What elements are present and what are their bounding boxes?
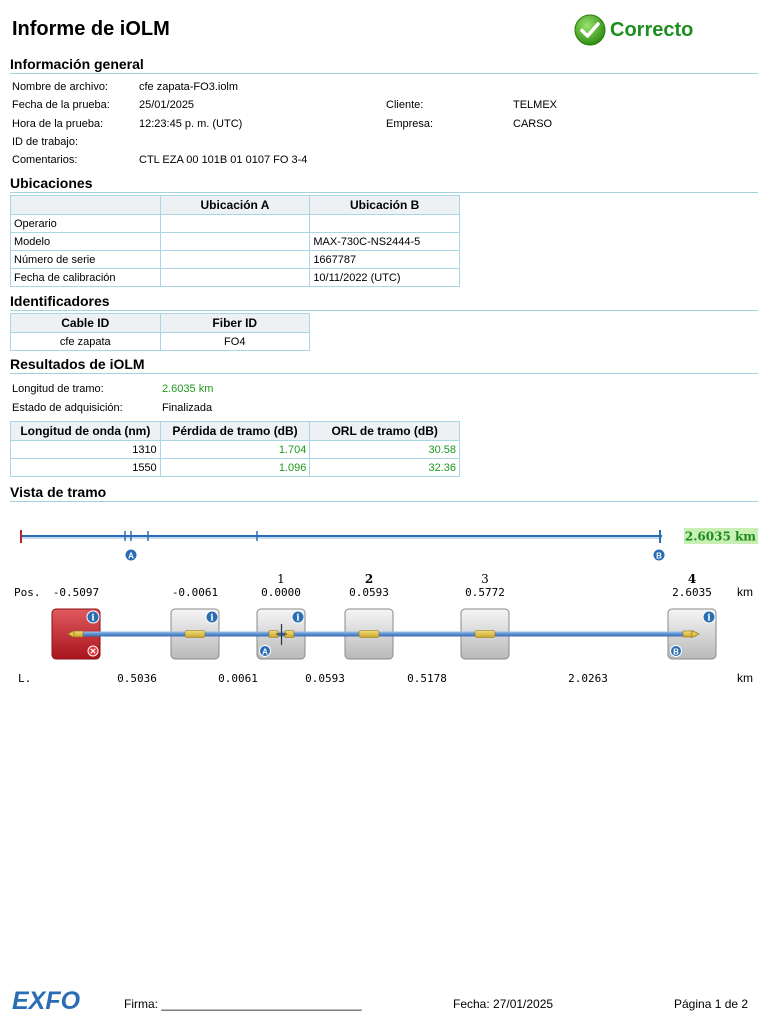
segment-length: 0.0593 — [305, 672, 345, 685]
file-label: Nombre de archivo: — [12, 81, 108, 93]
row-label: Fecha de calibración — [11, 269, 161, 287]
test-date-label: Fecha de la prueba: — [12, 99, 110, 111]
total-length-label: 2.6035 km — [684, 529, 756, 544]
event-position: 0.0000 — [261, 586, 301, 599]
svg-text:EXFO: EXFO — [12, 987, 81, 1013]
location-b-cell: MAX-730C-NS2444-5 — [310, 233, 460, 251]
section-general-heading: Información general — [10, 56, 758, 74]
svg-text:i: i — [210, 613, 214, 624]
locations-table — [10, 195, 460, 287]
svg-text:i: i — [91, 613, 95, 624]
event-number: 1 — [277, 572, 285, 586]
status-indicator — [574, 14, 693, 46]
table-row — [11, 441, 460, 459]
job-id-label: ID de trabajo: — [12, 136, 79, 148]
report-title: Informe de iOLM — [12, 18, 170, 40]
event-number: 4 — [687, 572, 697, 586]
event-position: 0.5772 — [465, 586, 505, 599]
row-label: Modelo — [11, 233, 161, 251]
table-row — [11, 215, 460, 233]
span-orl-cell: 32.36 — [310, 459, 460, 477]
span-orl-cell: 30.58 — [310, 441, 460, 459]
wavelength-cell: 1550 — [11, 459, 161, 477]
table-row — [11, 251, 460, 269]
svg-text:A: A — [262, 647, 268, 657]
comments-value: CTL EZA 00 101B 01 0107 FO 3-4 — [139, 154, 308, 166]
connector-icon — [475, 631, 495, 638]
connector-icon — [359, 631, 379, 638]
span-loss-header: Pérdida de tramo (dB) — [160, 422, 310, 441]
acquisition-status-value: Finalizada — [162, 402, 213, 414]
row-label: Número de serie — [11, 251, 161, 269]
status-label: Correcto — [610, 18, 694, 41]
location-a-header: Ubicación A — [160, 196, 310, 215]
acquisition-status-label: Estado de adquisición: — [12, 402, 123, 414]
connector-icon — [185, 631, 205, 638]
span-view-diagram — [0, 520, 768, 700]
svg-text:i: i — [707, 613, 711, 624]
company-label: Empresa: — [386, 118, 434, 130]
location-a-cell — [160, 251, 310, 269]
location-a-cell — [160, 215, 310, 233]
exfo-logo — [12, 987, 88, 1013]
marker-a-label: A — [128, 551, 134, 561]
results-table — [10, 421, 460, 477]
event-position: -0.5097 — [52, 586, 100, 599]
event-number: 2 — [364, 572, 374, 586]
test-time-label: Hora de la prueba: — [12, 118, 104, 130]
locations-corner-header — [11, 196, 161, 215]
location-a-cell — [160, 233, 310, 251]
page-number: Página 1 de 2 — [674, 997, 749, 1011]
table-row — [11, 269, 460, 287]
section-locations-heading: Ubicaciones — [10, 175, 758, 193]
location-b-cell — [310, 215, 460, 233]
cable-id-header: Cable ID — [11, 314, 161, 333]
table-row — [11, 333, 310, 351]
check-circle-icon — [574, 14, 606, 46]
pos-unit: km — [737, 585, 753, 599]
wavelength-cell: 1310 — [11, 441, 161, 459]
svg-text:B: B — [673, 647, 679, 657]
location-a-cell — [160, 269, 310, 287]
client-label: Cliente: — [386, 99, 424, 111]
segment-length: 0.0061 — [218, 672, 258, 685]
fiber-id-value: FO4 — [160, 333, 310, 351]
event-number: 3 — [481, 572, 489, 586]
location-b-cell: 10/11/2022 (UTC) — [310, 269, 460, 287]
file-value: cfe zapata-FO3.iolm — [139, 81, 239, 93]
span-overview-bar — [20, 530, 662, 543]
section-results-heading: Resultados de iOLM — [10, 356, 758, 374]
table-row — [11, 459, 460, 477]
segment-length: 0.5036 — [117, 672, 157, 685]
span-length-label: Longitud de tramo: — [12, 383, 104, 395]
span-loss-cell: 1.704 — [160, 441, 310, 459]
segment-length: 0.5178 — [407, 672, 447, 685]
identifiers-table — [10, 313, 310, 351]
length-row-label: L. — [18, 672, 32, 685]
length-unit: km — [737, 671, 753, 685]
span-orl-header: ORL de tramo (dB) — [310, 422, 460, 441]
test-time-value: 12:23:45 p. m. (UTC) — [139, 118, 243, 130]
cable-id-value: cfe zapata — [11, 333, 161, 351]
marker-b-label: B — [656, 551, 662, 561]
location-b-header: Ubicación B — [310, 196, 460, 215]
svg-text:i: i — [296, 613, 300, 624]
marker-a-icon — [125, 549, 137, 561]
client-value: TELMEX — [513, 99, 558, 111]
company-value: CARSO — [513, 118, 553, 130]
wavelength-header: Longitud de onda (nm) — [11, 422, 161, 441]
fiber-id-header: Fiber ID — [160, 314, 310, 333]
segment-length: 2.0263 — [568, 672, 608, 685]
footer-date: Fecha: 27/01/2025 — [453, 997, 554, 1011]
fiber-line — [72, 632, 697, 637]
section-span-view-heading: Vista de tramo — [10, 484, 758, 502]
event-position: 2.6035 — [672, 586, 712, 599]
marker-b-icon — [653, 549, 665, 561]
event-position: 0.0593 — [349, 586, 389, 599]
signature-field: Firma: ______________________________ — [124, 997, 362, 1011]
section-identifiers-heading: Identificadores — [10, 293, 758, 311]
pos-row-label: Pos. — [14, 586, 41, 599]
comments-label: Comentarios: — [12, 154, 78, 166]
location-b-cell: 1667787 — [310, 251, 460, 269]
test-date-value: 25/01/2025 — [139, 99, 195, 111]
row-label: Operario — [11, 215, 161, 233]
event-position: -0.0061 — [171, 586, 219, 599]
table-row — [11, 233, 460, 251]
span-loss-cell: 1.096 — [160, 459, 310, 477]
span-length-value: 2.6035 km — [162, 383, 214, 395]
